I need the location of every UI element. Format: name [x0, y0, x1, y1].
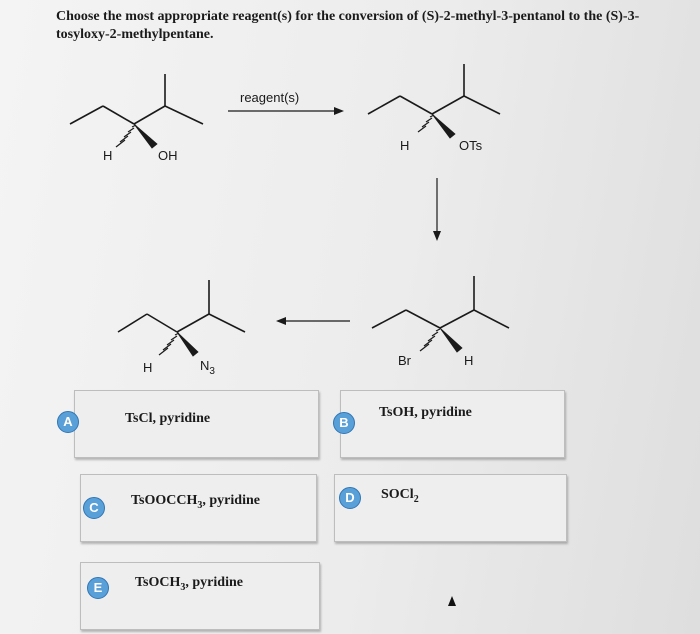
hashed-wedge-h: [418, 115, 434, 132]
choice-b-text: TsOH, pyridine: [379, 405, 472, 420]
bromide-structure: [372, 276, 509, 368]
bromide-h-label: H: [464, 353, 474, 368]
choice-a-badge: A: [57, 411, 79, 433]
choice-a-text: TsCl, pyridine: [125, 411, 211, 426]
choice-d-badge: D: [339, 487, 361, 509]
left-arrow: [276, 317, 350, 325]
azide-n3-label: $N_3$: [200, 358, 215, 377]
choice-c[interactable]: [80, 474, 317, 542]
alcohol-h-label: H: [103, 148, 113, 163]
azide-h-label: H: [143, 360, 153, 375]
choice-b[interactable]: [340, 390, 565, 458]
hashed-wedge-h: [116, 125, 136, 147]
choice-e[interactable]: [80, 562, 320, 630]
hashed-wedge-br: [420, 329, 440, 351]
choice-c-text: TsOOCCH$_3$, pyridine: [131, 493, 260, 511]
choice-e-text: TsOCH$_3$, pyridine: [135, 575, 243, 593]
reagent-label: reagent(s): [240, 90, 300, 105]
solid-wedge-oh: [134, 124, 157, 148]
alcohol-oh-label: OH: [158, 148, 178, 163]
choice-d[interactable]: [334, 474, 567, 542]
solid-wedge-n3: [177, 332, 198, 356]
solid-wedge-h: [440, 328, 462, 352]
choice-b-badge: B: [333, 412, 355, 434]
azide-structure: [118, 280, 245, 377]
choice-d-text: SOCl$_2$: [381, 487, 419, 505]
hashed-wedge-h: [159, 333, 179, 355]
tosylate-h-label: H: [400, 138, 410, 153]
choice-c-badge: C: [83, 497, 105, 519]
alcohol-structure: [70, 74, 203, 163]
choice-a[interactable]: [63, 390, 319, 458]
solid-wedge-ots: [432, 114, 455, 138]
choice-e-badge: E: [87, 577, 109, 599]
tosylate-structure: [368, 64, 500, 153]
bromide-br-label: Br: [398, 353, 411, 368]
forward-arrow: [228, 90, 344, 115]
tosylate-ots-label: OTs: [459, 138, 483, 153]
question-text: Choose the most appropriate reagent(s) for the conversion of (S)-2-methyl-3-pentanol to the (S)-3-tosyloxy-2-methylpentane.: [56, 9, 640, 42]
mouse-cursor-icon: [448, 596, 456, 606]
down-arrow: [433, 178, 441, 241]
